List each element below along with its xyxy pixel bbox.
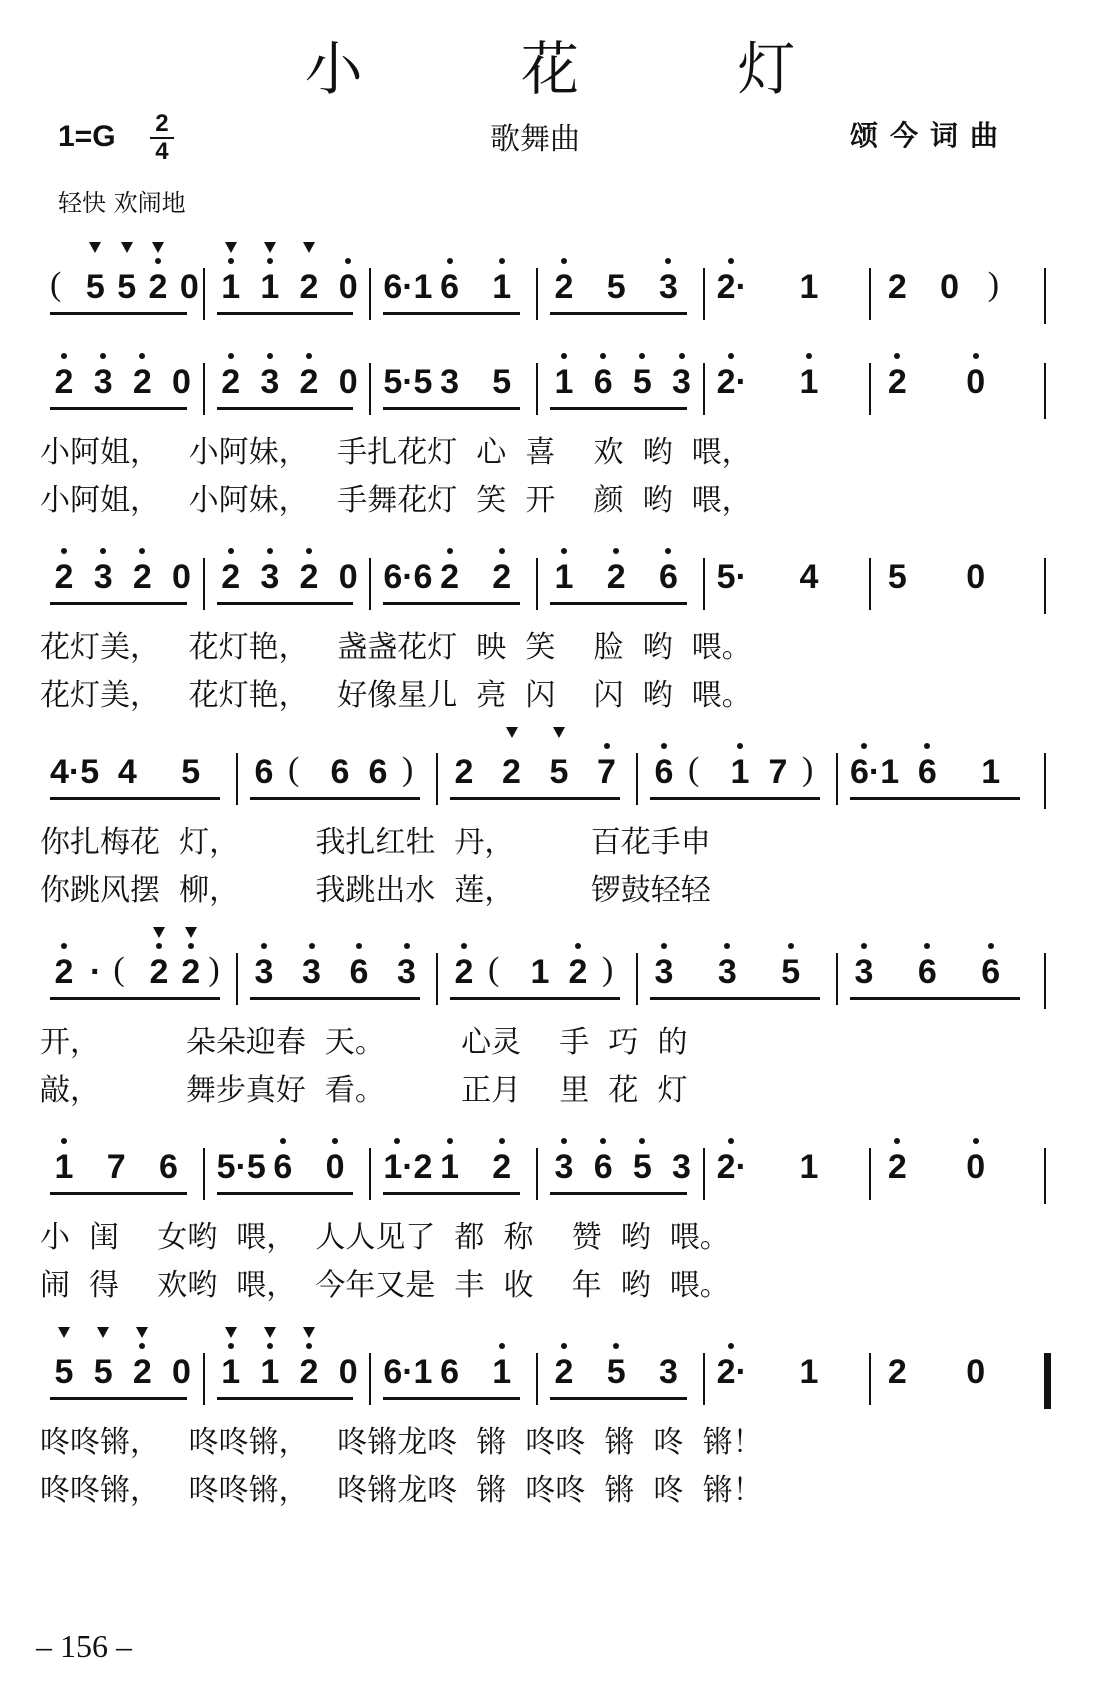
note: 2 [295,363,323,402]
note: 1 [530,953,550,991]
accent-mark [225,242,237,253]
note: 1·2 [383,1148,433,1186]
beam-line [50,407,187,410]
note: 5 [50,1353,78,1392]
end-bar-line [1044,1148,1046,1204]
bar-line [236,953,238,1005]
bar-line [203,1353,205,1405]
bar-line [203,363,205,415]
note: 0 [179,268,199,306]
note: 2 [145,953,173,992]
note: 3 [250,953,278,992]
note: 3 [89,363,117,402]
note: 3 [668,363,696,402]
note: 5·5 [383,363,433,401]
lyric-line: 花灯美， 花灯艳， 好像星儿 亮 闪 闪 哟 喂。 [40,678,752,713]
note: 2 [450,953,478,992]
end-bar-line [1044,1353,1051,1409]
beam-line [50,997,220,1000]
bar-line [869,363,871,415]
bar-line [236,753,238,805]
beam-line [50,1192,187,1195]
note: 3 [654,268,682,307]
parenthesis: ( [288,751,300,788]
notation-row [40,250,1070,330]
beam-line [450,797,620,800]
bar-line [436,953,438,1005]
note: 1 [981,753,1001,791]
note: 6 [440,1353,459,1391]
note: 2 [564,953,592,992]
beam-line [250,797,420,800]
bar-line [436,753,438,805]
bar-line [369,268,371,320]
note: 3 [658,1353,678,1391]
bar-line [869,268,871,320]
note: 1 [799,268,819,306]
accent-mark [121,242,133,253]
beam-line [550,602,687,605]
note: 1 [795,363,823,402]
note: 5 [887,558,907,596]
beam-line [383,407,520,410]
note: 5 [602,1353,630,1392]
beam-line [850,997,1020,1000]
note: 3 [672,1148,691,1186]
note: 2· [716,1148,747,1186]
note: 5 [628,1148,656,1187]
accent-mark [89,242,101,253]
note: 1 [436,1148,464,1187]
note: 3 [393,953,421,992]
note: 6 [330,753,350,791]
lyric-line: 小 闺 女哟 喂， 人人见了 都 称 赞 哟 喂。 [40,1220,730,1255]
note: 6 [913,953,941,992]
bar-line [203,1148,205,1200]
note: 6 [254,753,274,791]
beam-line [217,602,354,605]
beam-line [383,1397,520,1400]
note: 0 [966,558,986,596]
accent-mark [97,1327,109,1338]
beam-line [50,602,187,605]
note: 5 [113,268,141,307]
accent-mark [506,727,518,738]
note: 0 [172,558,191,596]
parenthesis: ( [50,266,62,303]
note: 2 [295,558,323,597]
note: 5 [181,753,201,791]
note: 2 [217,363,245,402]
lyric-line: 你跳风摆 柳， 我跳出水 莲， 锣鼓轻轻 [40,873,711,908]
note: 6 [977,953,1005,992]
page-number: – 156 – [36,1628,132,1664]
note: 2 [295,1353,323,1392]
note: 6·1 [850,753,900,791]
parenthesis: ( [688,751,700,788]
beam-line [50,312,187,315]
bar-line [536,1353,538,1405]
note: 2 [550,1353,578,1392]
time-signature [150,112,174,164]
note: 3 [650,953,678,992]
bar-line [836,953,838,1005]
note: 1 [217,1353,245,1392]
lyric-line: 闹 得 欢哟 喂， 今年又是 丰 收 年 哟 喂。 [40,1268,730,1303]
bar-line [703,268,705,320]
note: 1 [799,1353,819,1391]
bar-line [703,1353,705,1405]
beam-line [550,1192,687,1195]
key-signature [58,112,174,164]
note: 1 [550,363,578,402]
note: 7 [106,1148,126,1186]
lyric-line: 你扎梅花 灯， 我扎红牡 丹， 百花手申 [40,825,711,860]
note: 6·6 [383,558,433,596]
note: 2 [488,1148,516,1187]
note: 3 [256,363,284,402]
beam-line [217,1397,354,1400]
note: 7 [768,753,788,791]
notation-row [40,540,1070,620]
beam-line [50,1397,187,1400]
note: 2 [50,953,78,992]
beam-line [550,1397,687,1400]
key-label: 1=G [58,119,116,153]
bar-line [369,558,371,610]
lyric-line: 咚咚锵， 咚咚锵， 咚锵龙咚 锵 咚咚 锵 咚 锵！ [40,1425,763,1460]
lyric-line: 开， 朵朵迎春 天。 心灵 手 巧 的 [40,1025,688,1060]
beam-line [383,602,520,605]
beam-line [383,1192,520,1195]
note: 2 [128,363,156,402]
accent-mark [152,242,164,253]
lyric-line: 敲， 舞步真好 看。 正月 里 花 灯 [40,1073,688,1108]
note: 2 [887,268,907,306]
note: 2 [550,268,578,307]
note: 1 [799,1148,819,1186]
note: 2 [883,363,911,402]
bar-line [869,1353,871,1405]
accent-mark [303,1327,315,1338]
note: 0 [172,363,191,401]
note: 7 [593,753,621,792]
time-top: 2 [155,110,169,137]
accent-mark [58,1327,70,1338]
note: 1 [550,558,578,597]
notation-row [40,935,1070,1015]
note: 2 [454,753,474,791]
note: 5 [492,363,512,401]
note: 0 [334,268,362,307]
tempo-marking: 轻快 欢闹地 [58,189,186,217]
note: 2 [50,558,78,597]
note: 0 [962,363,990,402]
accent-mark [303,242,315,253]
parenthesis: ) [402,751,414,788]
notation-row [40,345,1070,425]
notation-row [40,1335,1070,1415]
note: · [89,953,102,991]
accent-mark [264,242,276,253]
note: 6 [654,558,682,597]
note: 3 [256,558,284,597]
note: 2 [498,753,526,792]
accent-mark [185,927,197,938]
parenthesis: ) [602,951,614,988]
note: 1 [50,1148,78,1187]
bar-line [703,558,705,610]
notation-row [40,1130,1070,1210]
note: 2 [295,268,323,307]
note: 4·5 [50,753,100,791]
end-bar-line [1044,953,1046,1009]
note: 4 [117,753,137,791]
note: 2· [716,363,747,401]
note: 0 [338,558,358,596]
note: 0 [172,1353,191,1391]
note: 3 [850,953,878,992]
note: 3 [550,1148,578,1187]
note: 2· [716,268,747,306]
parenthesis: ( [488,951,500,988]
lyric-line: 小阿姐， 小阿妹， 手扎花灯 心 喜 欢 哟 喂， [40,435,752,470]
bar-line [203,268,205,320]
beam-line [250,997,420,1000]
accent-mark [136,1327,148,1338]
beam-line [550,312,687,315]
note: 3 [440,363,459,401]
note: 5·5 [216,1148,266,1186]
beam-line [850,797,1020,800]
bar-line [536,268,538,320]
lyric-line: 花灯美， 花灯艳， 盏盏花灯 映 笑 脸 哟 喂。 [40,630,752,665]
song-title: 小 花 灯 [304,35,866,103]
beam-line [650,797,820,800]
note: 1 [217,268,245,307]
note: 6 [589,363,617,402]
note: 6 [269,1148,297,1187]
bar-line [369,1353,371,1405]
note: 5 [777,953,805,992]
note: 2 [436,558,464,597]
bar-line [869,558,871,610]
beam-line [450,997,620,1000]
bar-line [636,953,638,1005]
bar-line [536,1148,538,1200]
note: 6 [368,753,388,791]
note: 6·1 [383,1353,433,1391]
note: 6·1 [383,268,433,306]
bar-line [869,1148,871,1200]
note: 2 [50,363,78,402]
parenthesis: ) [987,266,1000,303]
note: 2 [883,1148,911,1187]
beam-line [50,797,220,800]
note: 5 [628,363,656,402]
end-bar-line [1044,268,1046,324]
note: 6 [913,753,941,792]
bar-line [703,1148,705,1200]
note: 3 [298,953,326,992]
bar-line [703,363,705,415]
note: 5 [545,753,573,792]
note: 0 [940,268,959,306]
note: 0 [962,1148,990,1187]
beam-line [217,1192,354,1195]
note: 6 [158,1148,178,1186]
beam-line [650,997,820,1000]
bar-line [536,558,538,610]
note: 6 [589,1148,617,1187]
note: 2 [177,953,205,992]
note: 5· [716,558,747,596]
note: 2 [144,268,172,307]
lyric-line: 小阿姐， 小阿妹， 手舞花灯 笑 开 颜 哟 喂， [40,483,752,518]
accent-mark [153,927,165,938]
notation-row [40,735,1070,815]
note: 0 [966,1353,986,1391]
note: 1 [256,1353,284,1392]
note: 2 [128,558,156,597]
beam-line [217,407,354,410]
accent-mark [553,727,565,738]
note: 2· [716,1353,747,1391]
note: 0 [321,1148,349,1187]
accent-mark [225,1327,237,1338]
note: 6 [345,953,373,992]
end-bar-line [1044,363,1046,419]
bar-line [203,558,205,610]
parenthesis: ( [113,951,125,988]
beam-line [383,312,520,315]
note: 0 [338,1353,358,1391]
accent-mark [264,1327,276,1338]
bar-line [369,1148,371,1200]
note: 2 [128,1353,156,1392]
note: 1 [488,268,516,307]
parenthesis: ) [802,751,814,788]
bar-line [636,753,638,805]
beam-line [550,407,687,410]
bar-line [369,363,371,415]
genre-label: 歌舞曲 [490,122,580,157]
credit-label: 颂今词曲 [850,119,1011,152]
note: 6 [436,268,464,307]
note: 5 [89,1353,117,1392]
note: 2 [887,1353,907,1391]
bar-line [536,363,538,415]
note: 3 [89,558,117,597]
note: 1 [726,753,754,792]
end-bar-line [1044,753,1046,809]
note: 0 [338,363,358,401]
note: 5 [81,268,109,307]
bar-line [836,753,838,805]
parenthesis: ) [208,951,220,988]
note: 4 [799,558,819,596]
note: 2 [488,558,516,597]
note: 2 [602,558,630,597]
note: 1 [256,268,284,307]
note: 1 [488,1353,516,1392]
lyric-line: 咚咚锵， 咚咚锵， 咚锵龙咚 锵 咚咚 锵 咚 锵！ [40,1473,763,1508]
time-bottom: 4 [155,138,169,165]
note: 2 [217,558,245,597]
beam-line [217,312,354,315]
note: 6 [650,753,678,792]
note: 5 [606,268,626,306]
note: 3 [713,953,741,992]
end-bar-line [1044,558,1046,614]
